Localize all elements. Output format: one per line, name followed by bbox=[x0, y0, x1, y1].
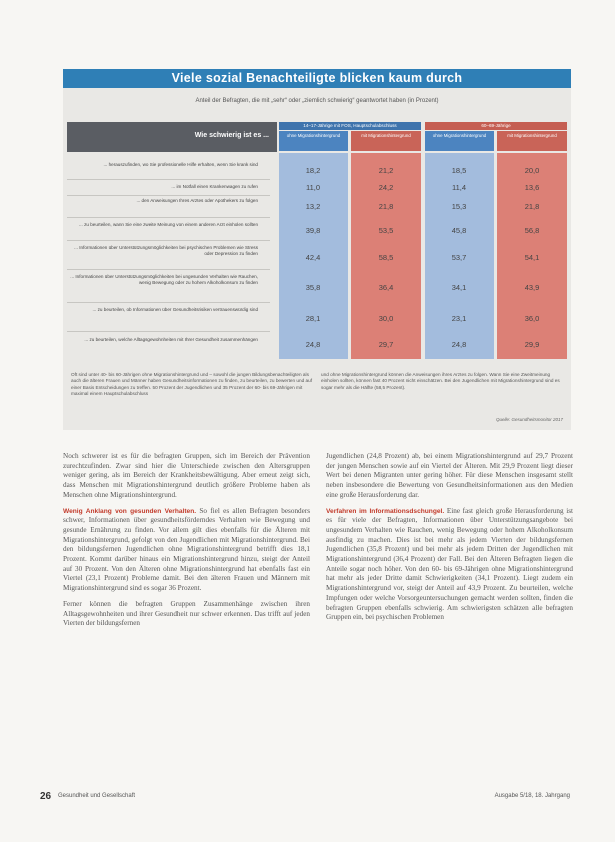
row-label: ... den Anweisungen Ihres Arztes oder Apothekers zu folgen bbox=[136, 198, 258, 203]
paragraph bbox=[63, 507, 310, 594]
cell-value: 20,0 bbox=[524, 166, 540, 175]
cell-value: 13,6 bbox=[524, 183, 540, 192]
cell-value: 15,3 bbox=[451, 202, 467, 211]
row-label: ... zu beurteilen, ob Informationen über Gesundheitsrisiken vertrauenswürdig sind bbox=[92, 307, 258, 312]
cell-value: 43,9 bbox=[524, 283, 540, 292]
paragraph-text: So fiel es allen Befragten besonders schwer, Informationen über gesundheitsförderndes Verhalten wie Bewegung und gesunde Ernährung zu finden. Vor allem gilt dies ebenfalls für die Älteren mit Migrationshintergrund, gefolgt von den Jugendlichen mit Migrationshintergrund. Bei den bildungsfernen Jugendlichen ohne Migrationshintergrund betrifft dies 18,1 Prozent. Kommt darüber hinaus ein Migrationshintergrund hinzu, steigt der Anteil auf 30 Prozent. Von den Älteren ohne Migrationshintergrund hat ebenfalls fast ein Viertel (23,1 Prozent) Probleme damit. Bei den älteren Frauen und Männern mit Migrationshintergrund sind es sogar 36 Prozent. bbox=[63, 506, 311, 593]
section-name: Gesundheit und Gesellschaft bbox=[58, 793, 136, 799]
cell-value: 11,4 bbox=[451, 183, 467, 192]
paragraph-text: Eine fast gleich große Herausforderung ist es für viele der Befragten, Informationen über Unterstützungsangebote bei ungesundem Verhalten wie Rauchen, wenig Bewegung oder hohem Alkoholkonsum ausfindig zu machen. Dies ist bei mehr als jedem Vierten der bildungsfernen Jugendlichen (35,8 Prozent) und bei mehr als jedem Dritten der Jugendlichen mit Migrationshintergrund (36,4 Prozent) der Fall. Bei den Älteren Befragten liegen die Anteile sogar noch höher. Von den 60- bis 69-Jährigen ohne Migrationshintergrund hat mehr als jeder Dritte damit Schwierigkeiten (34,1 Prozent). Liegt zudem ein Migrationshintergrund vor, steigt der Anteil auf 43,9 Prozent. Zu beurteilen, welche Impfungen oder welche Vorsorgeuntersuchungen gemacht werden sollten, finden die befragten Gruppen ebenfalls schwierig. Am schwierigsten schätzen alle befragten Gruppen ein, bei psychischen Problemen bbox=[326, 506, 573, 622]
cell-value: 18,5 bbox=[451, 166, 467, 175]
page-footer bbox=[40, 792, 570, 804]
row-separator bbox=[67, 195, 270, 196]
question-header bbox=[67, 122, 277, 152]
cell-value: 30,0 bbox=[378, 314, 394, 323]
cell-value: 29,9 bbox=[524, 340, 540, 349]
cell-value: 39,8 bbox=[305, 226, 321, 235]
row-label: ... zu beurteilen, welche Alltagsgewohnheiten mit Ihrer Gesundheit zusammenhängen bbox=[84, 337, 258, 342]
paragraph bbox=[326, 507, 573, 623]
cell-value: 28,1 bbox=[305, 314, 321, 323]
paragraph-lead: Verfahren im Informationsdschungel. bbox=[326, 507, 445, 515]
page-number: 26 bbox=[40, 791, 52, 802]
paragraph-lead: Wenig Anklang von gesunden Verhalten. bbox=[63, 507, 197, 515]
question-header-label: Wie schwierig ist es ... bbox=[194, 132, 269, 139]
cell-value: 24,8 bbox=[305, 340, 321, 349]
row-separator bbox=[67, 179, 270, 180]
row-label: ... Informationen über Unterstützungsmöglichkeiten bei ungesunden Verhalten wie Rauchen, wenig Bewegung oder zu hohem Alkoholkonsum zu finden bbox=[70, 274, 258, 285]
cell-value: 36,0 bbox=[524, 314, 540, 323]
row-label: ... herauszufinden, wo Sie professionelle Hilfe erhalten, wenn Sie krank sind bbox=[103, 162, 258, 167]
row-label: ... Informationen über Unterstützungsmöglichkeiten bei psychischen Problemen wie Stress oder Depression zu finden bbox=[74, 245, 258, 256]
row-separator bbox=[67, 217, 270, 218]
subheader-young-without: ohne Migrationshintergrund bbox=[279, 131, 348, 151]
cell-value: 35,8 bbox=[305, 283, 321, 292]
cell-value: 53,5 bbox=[378, 226, 394, 235]
row-label: ... im Notfall einen Krankenwagen zu rufen bbox=[171, 184, 258, 189]
subheader-old-with: mit Migrationshintergrund bbox=[497, 131, 567, 151]
cell-value: 29,7 bbox=[378, 340, 394, 349]
paragraph: Ferner können die befragten Gruppen Zusammenhänge zwischen ihren Alltagsgewohnheiten und ihrer Gesundheit nur schwer erkennen. Das trifft auf jeden Vierten der bildungsfernen bbox=[63, 599, 310, 628]
cell-value: 42,4 bbox=[305, 253, 321, 262]
cell-value: 18,2 bbox=[305, 166, 321, 175]
figure-footnote-right: und ohne Migrationshintergrund können die Anweisungen ihres Arztes zu folgen. Wann Sie eine Zweitmeinung einholen sollten, können fast 40 Prozent nicht einschätzen. Bei den Jugendlichen mit Migrationshintergrund sind es sogar mehr als die Hälfte (58,5 Prozent). bbox=[321, 372, 560, 390]
cell-value: 11,0 bbox=[305, 183, 321, 192]
cell-value: 58,5 bbox=[378, 253, 394, 262]
issue-info: Ausgabe 5/18, 18. Jahrgang bbox=[494, 793, 570, 799]
article-column-left bbox=[63, 452, 310, 635]
paragraph: Noch schwerer ist es für die befragten Gruppen, sich im Bereich der Prävention zurechtzufinden. Zwar sind hier die Unterschiede zwischen den Altersgruppen weniger gering, als im Bereich der Krankheitsbewältigung. Aber erneut zeigt sich, dass Menschen mit Migrationshintergrund deutlich größere Probleme haben als Menschen ohne Migrationshintergrund. bbox=[63, 452, 310, 499]
cell-value: 45,8 bbox=[451, 226, 467, 235]
figure-subtitle: Anteil der Befragten, die mit „sehr“ oder „ziemlich schwierig“ geantwortet haben (in Prozent) bbox=[195, 98, 439, 104]
infographic bbox=[63, 69, 571, 430]
cell-value: 53,7 bbox=[451, 253, 467, 262]
row-separator bbox=[67, 302, 270, 303]
row-label: ... zu beurteilen, wann Sie eine zweite Meinung von einem anderen Arzt einholen sollten bbox=[78, 222, 258, 227]
subheader-old-without: ohne Migrationshintergrund bbox=[425, 131, 494, 151]
subheader-young-with: mit Migrationshintergrund bbox=[351, 131, 421, 151]
figure-source: Quelle: Gesundheitsmonitor 2017 bbox=[495, 417, 563, 422]
row-separator bbox=[67, 331, 270, 332]
row-separator bbox=[67, 240, 270, 241]
cell-value: 21,8 bbox=[378, 202, 394, 211]
cell-value: 36,4 bbox=[378, 283, 394, 292]
row-separator bbox=[67, 269, 270, 270]
group-header-young: 14–17-Jährige mit FOS, Hauptschulabschluss bbox=[279, 122, 421, 130]
cell-value: 56,8 bbox=[524, 226, 540, 235]
cell-value: 24,8 bbox=[451, 340, 467, 349]
figure-title: Viele sozial Benachteiligte blicken kaum durch bbox=[63, 69, 571, 88]
article-column-right bbox=[326, 452, 573, 629]
cell-value: 21,8 bbox=[524, 202, 540, 211]
cell-value: 54,1 bbox=[524, 253, 540, 262]
cell-value: 21,2 bbox=[378, 166, 394, 175]
figure-footnote-left: Oft sind unter 40- bis 60-Jährigen ohne Migrationshintergrund und – sowohl die jungen Bildungsbenachteiligten als auch die älteren Frauen und Männer haben Gesundheitsinformationen zu finden, zu beurteilen, zu bewerten und auf einer Basis Entscheidungen zu treffen. 50 Prozent der Jugendlichen und 35 Prozent der 60- bis 69-Jährigen mit maximal einem Hauptschulabschluss bbox=[71, 372, 313, 397]
cell-value: 23,1 bbox=[451, 314, 467, 323]
cell-value: 34,1 bbox=[451, 283, 467, 292]
cell-value: 24,2 bbox=[378, 183, 394, 192]
group-header-old: 60–69-Jährige bbox=[425, 122, 567, 130]
cell-value: 13,2 bbox=[305, 202, 321, 211]
paragraph: Jugendlichen (24,8 Prozent) ab, bei einem Migrationshintergrund auf 29,7 Prozent der jungen Menschen sowie auf ein Viertel der Älteren. Mit 29,9 Prozent liegt dieser Wert bei denen Migranten unter gering höher. Für diese Menschen insgesamt stellt neben insbesondere die Bewertung von Gesundheitsinformationen aus den Medien eine große Herausforderung dar. bbox=[326, 452, 573, 499]
